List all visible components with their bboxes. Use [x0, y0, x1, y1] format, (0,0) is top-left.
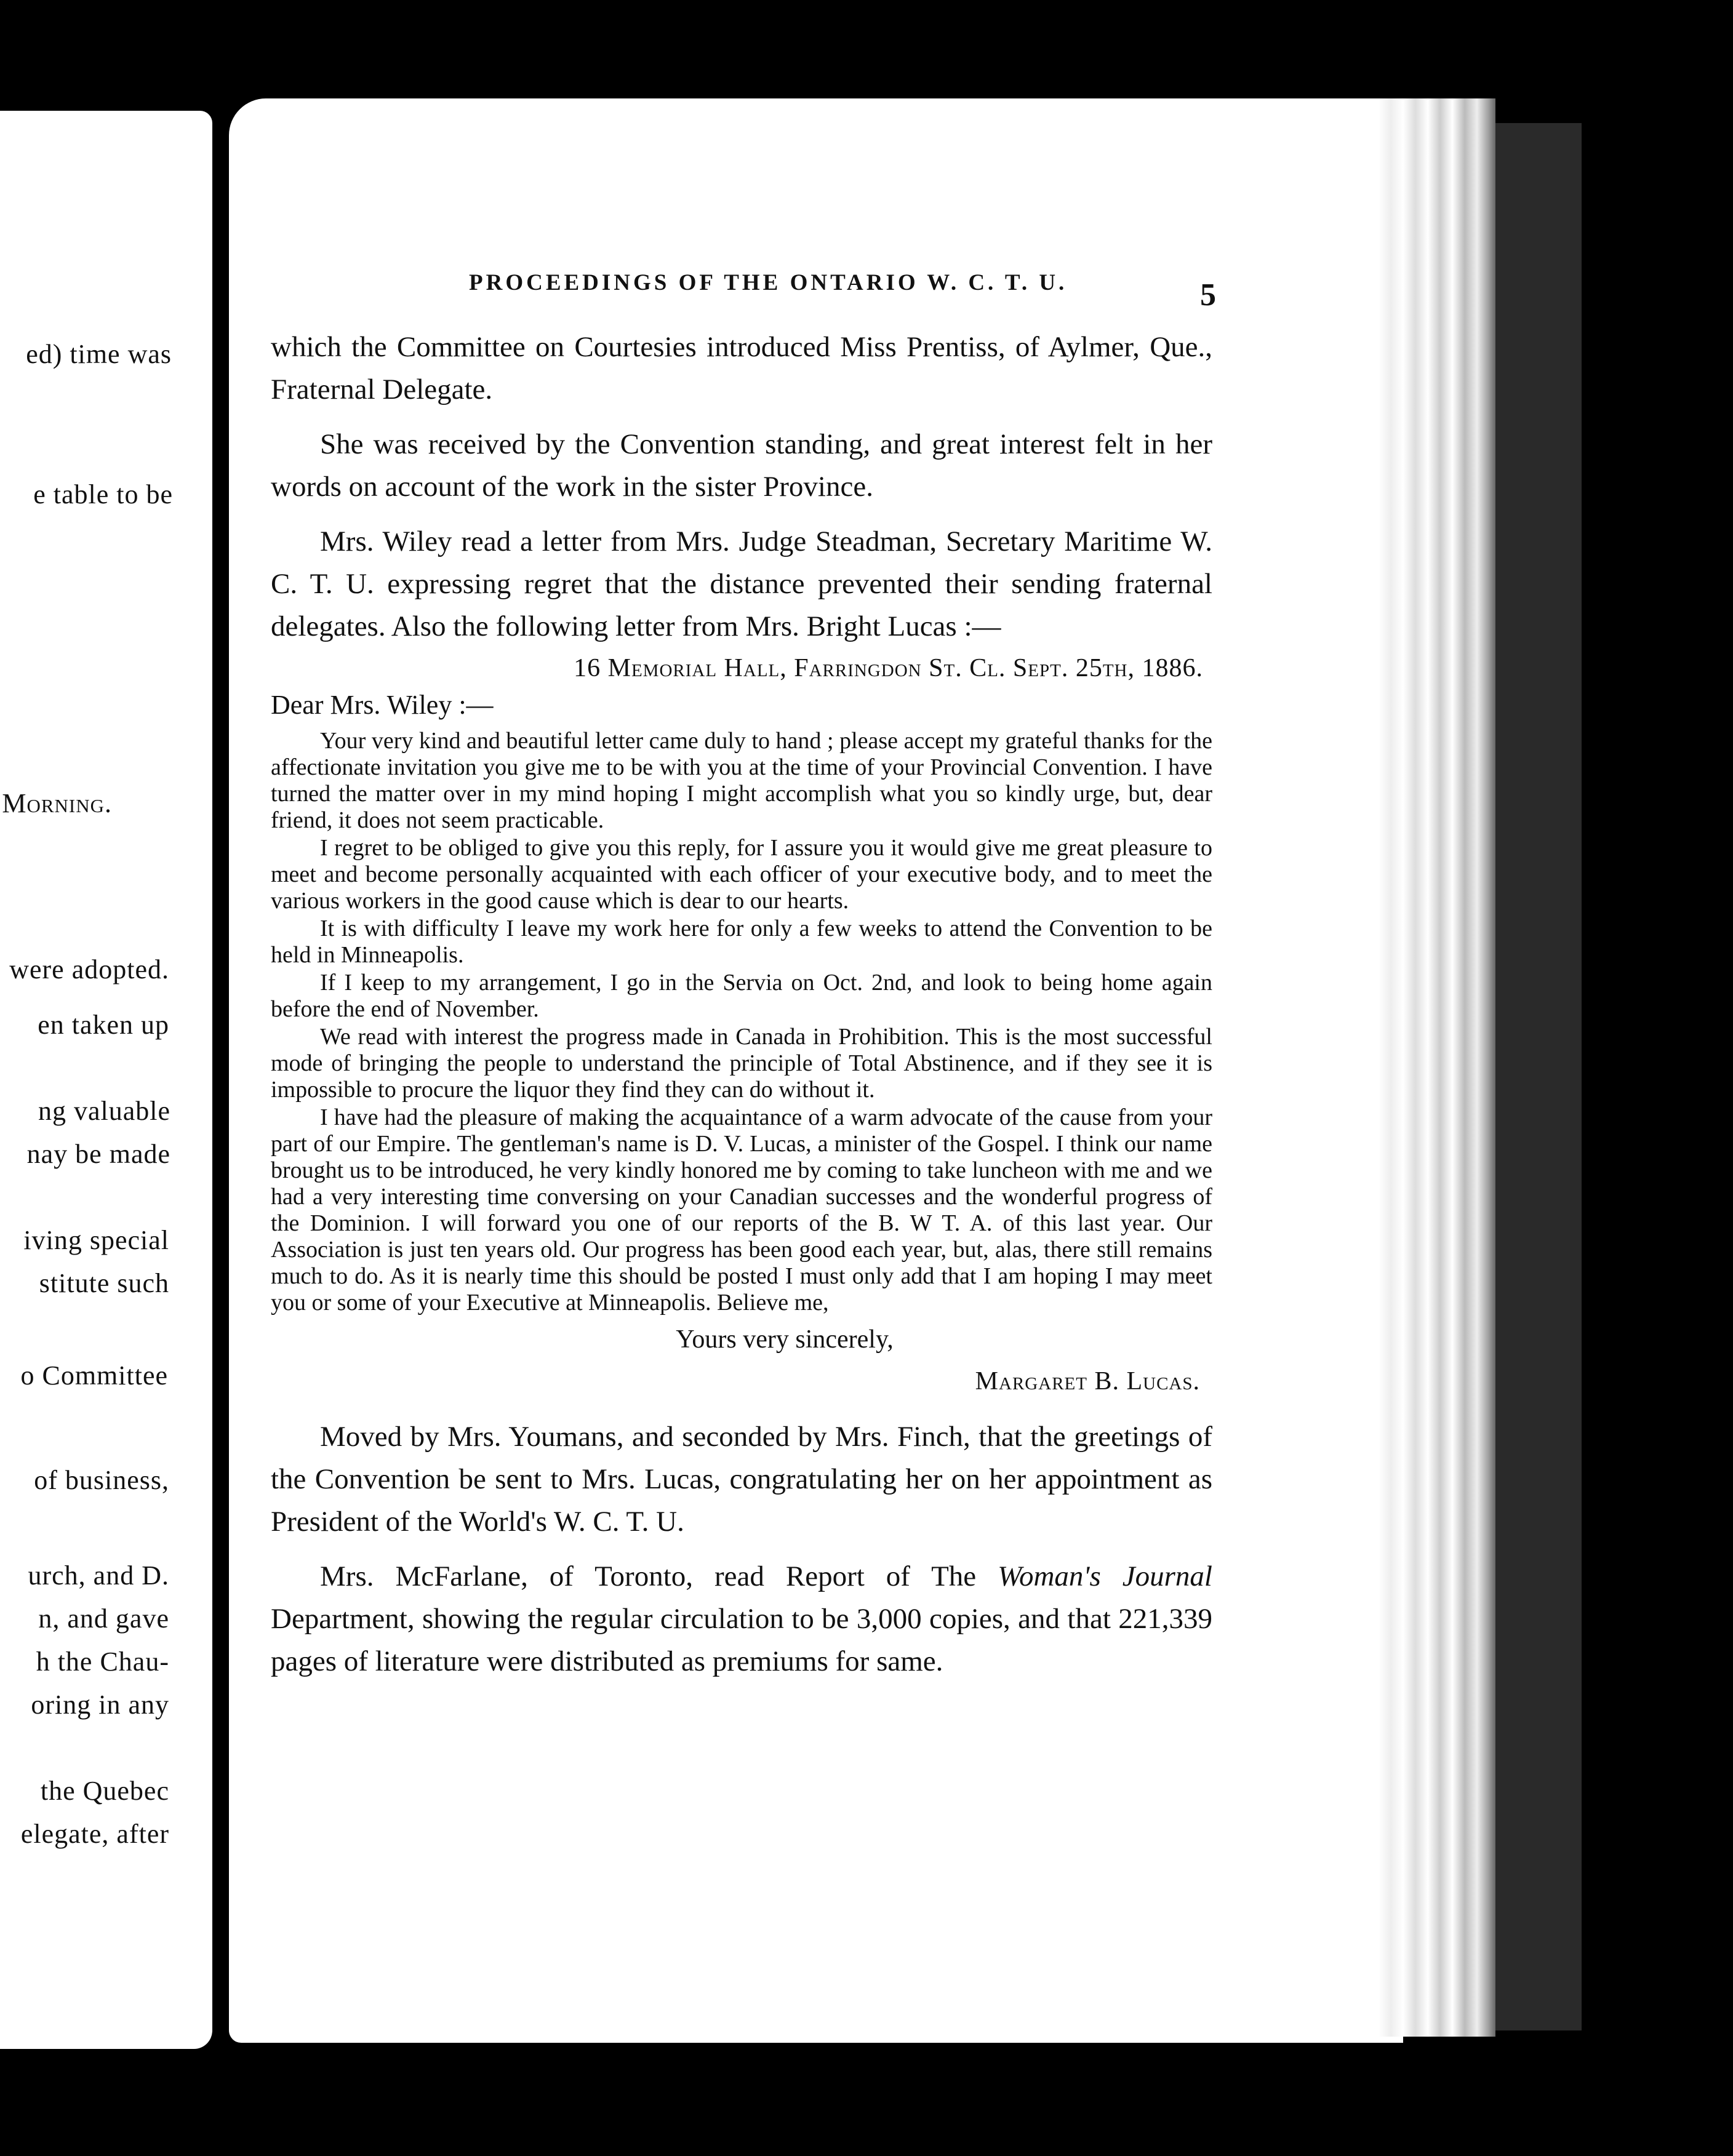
left-line: the Quebec	[40, 1776, 169, 1806]
left-line: en taken up	[38, 1010, 169, 1040]
paragraph: She was received by the Convention standing, and great interest felt in her words on account of the work in the sister Province.	[271, 428, 1212, 503]
letter-salutation: Dear Mrs. Wiley :—	[271, 690, 494, 720]
page-edges	[1379, 98, 1495, 2037]
left-line: stitute such	[39, 1268, 169, 1298]
facing-page-left	[0, 111, 212, 2049]
letter-signature: Margaret B. Lucas.	[975, 1367, 1200, 1395]
left-line: were adopted.	[9, 954, 169, 984]
left-line: nay be made	[26, 1139, 170, 1169]
left-line: ng valuable	[38, 1096, 170, 1126]
paragraph	[271, 1555, 1212, 1683]
left-line: ed) time was	[26, 339, 172, 369]
paragraph-text: Department, showing the regular circulation to be 3,000 copies, and that 221,339 pages of literature were distributed as premiums for same.	[271, 1603, 1212, 1677]
paragraph: Moved by Mrs. Youmans, and seconded by Mrs. Finch, that the greetings of the Convention be sent to Mrs. Lucas, congratulating her on her appointment as President of the World's W. C. T. U.	[271, 1421, 1212, 1538]
page-number: 5	[1200, 277, 1216, 313]
left-line: h the Chau-	[36, 1647, 169, 1677]
paragraph-text: Mrs. McFarlane, of Toronto, read Report of The	[320, 1560, 998, 1592]
book-gutter	[212, 98, 231, 2067]
body-text	[271, 326, 1212, 1695]
left-line: e table to be	[33, 479, 173, 509]
letter-paragraph: Your very kind and beautiful letter came duly to hand ; please accept my grateful thanks for the affectionate invitation you give me to be with you at the time of your Provincial Convention. I have turned the matter over in my mind hoping I might accomplish what you so kindly urge, but, dear friend, it does not seem practicable.	[271, 728, 1212, 833]
left-line: oring in any	[31, 1690, 169, 1720]
letter-heading: 16 Memorial Hall, Farringdon St. Cl. Sept. 25th, 1886.	[574, 654, 1203, 682]
left-line: elegate, after	[20, 1819, 169, 1849]
letter-paragraph: If I keep to my arrangement, I go in the Servia on Oct. 2nd, and look to being home again before the end of November.	[271, 970, 1212, 1022]
running-head: PROCEEDINGS OF THE ONTARIO W. C. T. U.	[469, 270, 1068, 295]
letter-paragraph: I have had the pleasure of making the acquaintance of a warm advocate of the cause from your part of our Empire. The gentleman's name is D. V. Lucas, a minister of the Gospel. I think our name brought us to be introduced, he very kindly honored me by coming to take luncheon with me and we had a very interesting time conversing on your Canadian successes and the wonderful progress of the Dominion. I will forward you one of our reports of the B. W T. A. of this last year. Our Association is just ten years old. Our progress has been good each year, but, alas, there still remains much to do. As it is nearly time this should be posted I must only add that I am hoping I may meet you or some of your Executive at Minneapolis. Believe me,	[271, 1104, 1212, 1316]
book-cover-edge	[1495, 123, 1582, 2030]
letter-closing: Yours very sincerely,	[676, 1325, 894, 1354]
left-line: of business,	[34, 1465, 169, 1495]
paragraph: Mrs. Wiley read a letter from Mrs. Judge Steadman, Secretary Maritime W. C. T. U. expressing regret that the distance prevented their sending fraternal delegates. Also the following letter from Mrs. Bright Lucas :—	[271, 525, 1212, 642]
left-line: n, and gave	[38, 1603, 169, 1634]
paragraph: which the Committee on Courtesies introduced Miss Prentiss, of Aylmer, Que., Fraternal Delegate.	[271, 331, 1212, 405]
left-line: urch, and D.	[28, 1560, 169, 1591]
left-line: Morning.	[2, 788, 112, 818]
letter-paragraph: We read with interest the progress made in Canada in Prohibition. This is the most successful mode of bringing the people to understand the principle of Total Abstinence, and if they see it is impossible to procure the liquor they find they can do without it.	[271, 1024, 1212, 1103]
left-line: o Committee	[20, 1360, 168, 1391]
letter-paragraph: I regret to be obliged to give you this reply, for I assure you it would give me great pleasure to meet and become personally acquainted with each officer of your executive body, and to meet the various workers in the good cause which is dear to our hearts.	[271, 835, 1212, 914]
letter-paragraph: It is with difficulty I leave my work here for only a few weeks to attend the Convention to be held in Minneapolis.	[271, 916, 1212, 968]
journal-title: Woman's Journal	[998, 1560, 1212, 1592]
left-line: iving special	[23, 1225, 169, 1255]
